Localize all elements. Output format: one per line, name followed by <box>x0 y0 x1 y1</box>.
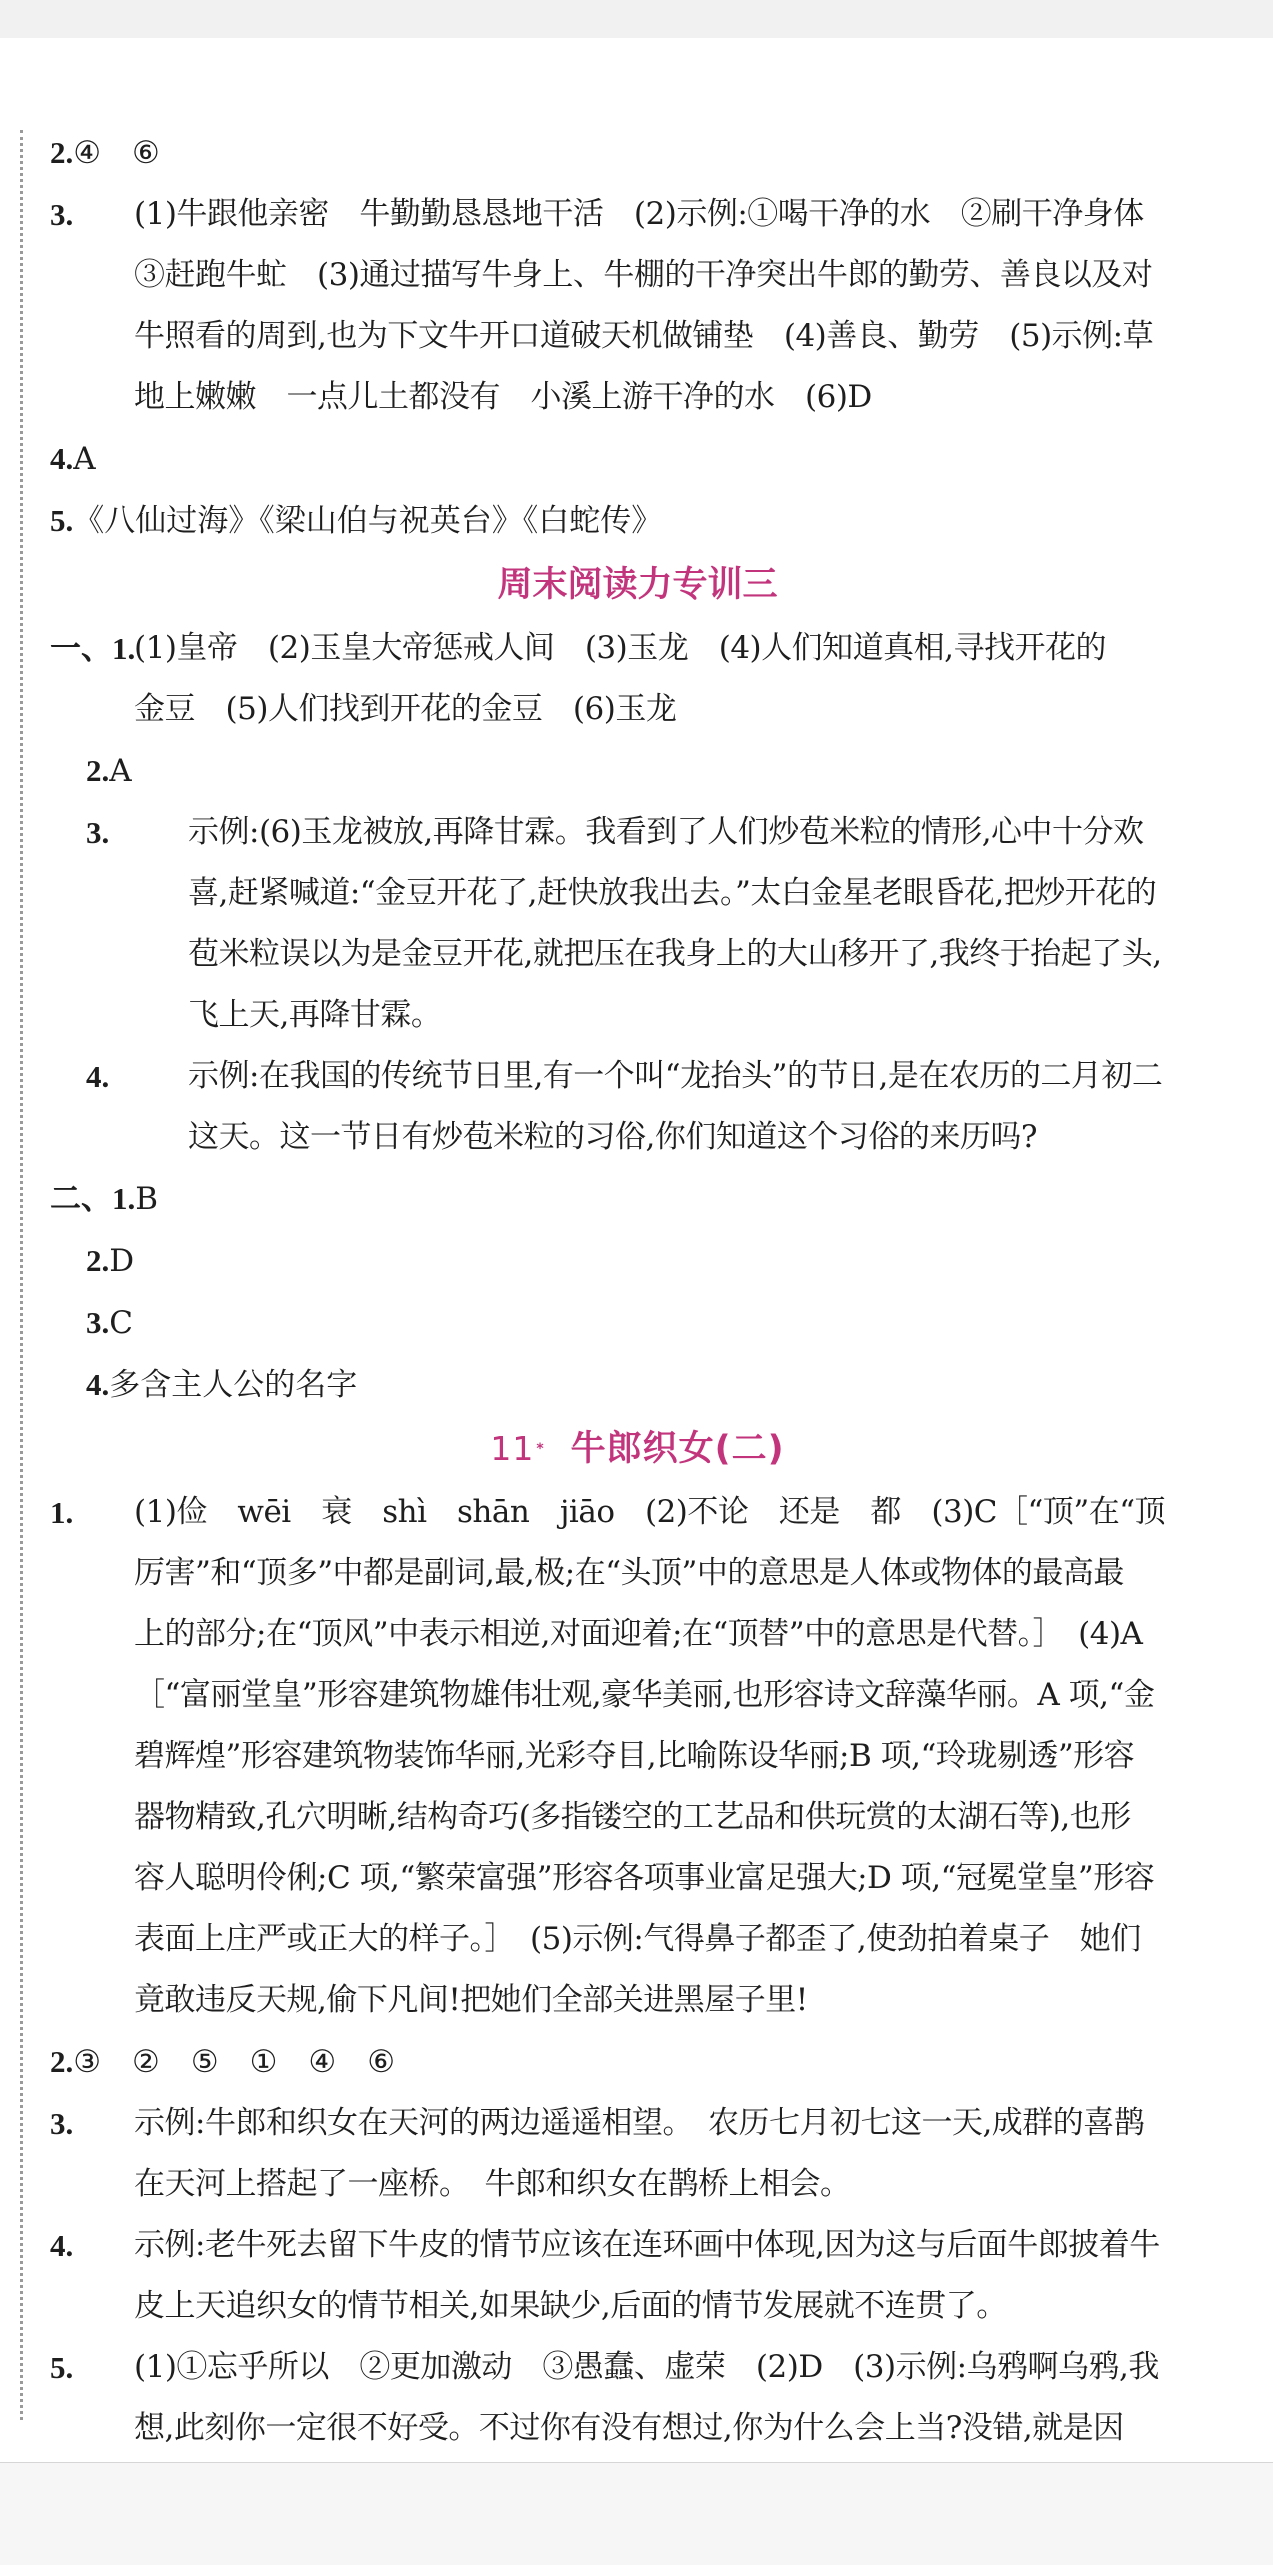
answer-number: 1. <box>50 1495 74 1530</box>
answer-lesson-5 <box>50 2337 1225 2459</box>
lesson-mark: * <box>536 1441 545 1457</box>
answer-4 <box>50 428 1225 490</box>
answer-text: A <box>109 753 132 789</box>
lesson-title: 牛郎织女(二) <box>570 1429 785 1469</box>
answer-line: 地上嫩嫩 一点儿土都没有 小溪上游干净的水 (6)D <box>134 379 872 415</box>
section-title-lesson-11 <box>50 1416 1225 1482</box>
answer-line: 这天。这一节日有炒苞米粒的习俗,你们知道这个习俗的来历吗? <box>188 1119 1037 1155</box>
answer-number: 2. <box>86 1243 110 1278</box>
answer-line: 示例:牛郎和织女在天河的两边遥遥相望。 农历七月初七这一天,成群的喜鹊 <box>134 2105 1145 2141</box>
answer-line: 在天河上搭起了一座桥。 牛郎和织女在鹊桥上相会。 <box>134 2166 851 2202</box>
answer-number: 一、1. <box>50 631 136 666</box>
answer-number: 3. <box>50 197 74 232</box>
answer-line: 示例:在我国的传统节日里,有一个叫“龙抬头”的节日,是在农历的二月初二 <box>188 1058 1163 1094</box>
answer-line: 想,此刻你一定很不好受。不过你有没有想过,你为什么会上当?没错,就是因 <box>134 2410 1124 2446</box>
answer-number: 3. <box>86 1305 110 1340</box>
lesson-number: 11 <box>490 1429 535 1468</box>
answer-line: (1)皇帝 (2)玉皇大帝惩戒人间 (3)玉龙 (4)人们知道真相,寻找开花的 <box>134 630 1106 666</box>
answer-number: 4. <box>86 1059 110 1094</box>
answer-part1-3 <box>50 802 1225 1046</box>
answer-number: 3. <box>50 2106 74 2141</box>
answer-line: (1)①忘乎所以 ②更加激动 ③愚蠢、虚荣 (2)D (3)示例:乌鸦啊乌鸦,我 <box>134 2349 1159 2385</box>
answer-part1-1 <box>50 618 1225 740</box>
answer-number: 2. <box>86 753 110 788</box>
answer-text: ③ ② ⑤ ① ④ ⑥ <box>73 2044 395 2080</box>
answer-part2-3 <box>50 1292 1225 1354</box>
answer-number: 4. <box>86 1367 110 1402</box>
answer-lesson-4 <box>50 2215 1225 2337</box>
answer-lesson-3 <box>50 2093 1225 2215</box>
answer-2 <box>50 122 1225 184</box>
answer-text: A <box>73 441 96 477</box>
page-top-margin <box>0 0 1273 38</box>
answer-number: 5. <box>50 2350 74 2385</box>
answer-text: D <box>109 1243 135 1279</box>
answer-part2-4 <box>50 1354 1225 1416</box>
answer-line: 表面上庄严或正大的样子。］ (5)示例:气得鼻子都歪了,使劲拍着桌子 她们 <box>134 1921 1141 1957</box>
answer-number: 2. <box>50 135 74 170</box>
answer-line: 上的部分;在“顶风”中表示相逆,对面迎着;在“顶替”中的意思是代替。］ (4)A <box>134 1616 1143 1652</box>
answer-number: 5. <box>50 503 74 538</box>
answer-line: 苞米粒误以为是金豆开花,就把压在我身上的大山移开了,我终于抬起了头, <box>188 936 1162 972</box>
answer-text: 多含主人公的名字 <box>109 1367 358 1403</box>
answer-line: 厉害”和“顶多”中都是副词,最,极;在“头顶”中的意思是人体或物体的最高最 <box>134 1555 1124 1591</box>
answer-line: 容人聪明伶俐;C 项,“繁荣富强”形容各项事业富足强大;D 项,“冠冕堂皇”形容 <box>134 1860 1155 1896</box>
answer-line: 碧辉煌”形容建筑物装饰华丽,光彩夺目,比喻陈设华丽;B 项,“玲珑剔透”形容 <box>134 1738 1135 1774</box>
answer-part2-1 <box>50 1168 1225 1230</box>
answer-line: 喜,赶紧喊道:“金豆开花了,赶快放我出去。”太白金星老眼昏花,把炒开花的 <box>188 875 1157 911</box>
answer-part2-2 <box>50 1230 1225 1292</box>
answer-text: 《八仙过海》《梁山伯与祝英台》《白蛇传》 <box>73 503 663 539</box>
margin-dotted-rule <box>20 130 23 2420</box>
answer-line: ［“富丽堂皇”形容建筑物雄伟壮观,豪华美丽,也形容诗文辞藻华丽。A 项,“金 <box>134 1677 1155 1713</box>
answer-5 <box>50 490 1225 552</box>
answer-line: 竟敢违反天规,偷下凡间!把她们全部关进黑屋子里! <box>134 1982 808 2018</box>
answer-3 <box>50 184 1225 428</box>
answer-line: (1)俭 wēi 衰 shì shān jiāo (2)不论 还是 都 (3)C［“顶”在“顶 <box>134 1494 1166 1530</box>
answer-lesson-1 <box>50 1482 1225 2031</box>
answer-number: 4. <box>50 2228 74 2263</box>
answer-text: B <box>135 1181 159 1217</box>
answer-line: 器物精致,孔穴明晰,结构奇巧(多指镂空的工艺品和供玩赏的太湖石等),也形 <box>134 1799 1131 1835</box>
answer-lesson-2 <box>50 2031 1225 2093</box>
answer-number: 二、1. <box>50 1181 136 1216</box>
answer-line: 示例:老牛死去留下牛皮的情节应该在连环画中体现,因为这与后面牛郎披着牛 <box>134 2227 1160 2263</box>
answer-line: 示例:(6)玉龙被放,再降甘霖。我看到了人们炒苞米粒的情形,心中十分欢 <box>188 814 1144 850</box>
answer-line: 皮上天追织女的情节相关,如果缺少,后面的情节发展就不连贯了。 <box>134 2288 1007 2324</box>
answer-number: 4. <box>50 441 74 476</box>
answer-part1-4 <box>50 1046 1225 1168</box>
answer-number: 3. <box>86 815 110 850</box>
answer-line: ③赶跑牛虻 (3)通过描写牛身上、牛棚的干净突出牛郎的勤劳、善良以及对 <box>134 257 1153 293</box>
answer-line: 牛照看的周到,也为下文牛开口道破天机做铺垫 (4)善良、勤劳 (5)示例:草 <box>134 318 1154 354</box>
answer-line: 飞上天,再降甘霖。 <box>188 997 442 1033</box>
page-bottom-margin <box>0 2463 1273 2565</box>
answer-line: 金豆 (5)人们找到开花的金豆 (6)玉龙 <box>134 691 677 727</box>
answer-part1-2 <box>50 740 1225 802</box>
section-title-weekend-reading: 周末阅读力专训三 <box>497 565 778 605</box>
answer-page <box>50 122 1225 2459</box>
answer-text: C <box>109 1305 133 1341</box>
answer-number: 2. <box>50 2044 74 2079</box>
answer-line: (1)牛跟他亲密 牛勤勤恳恳地干活 (2)示例:①喝干净的水 ②刷干净身体 <box>134 196 1144 232</box>
answer-text: ④ ⑥ <box>73 135 160 171</box>
